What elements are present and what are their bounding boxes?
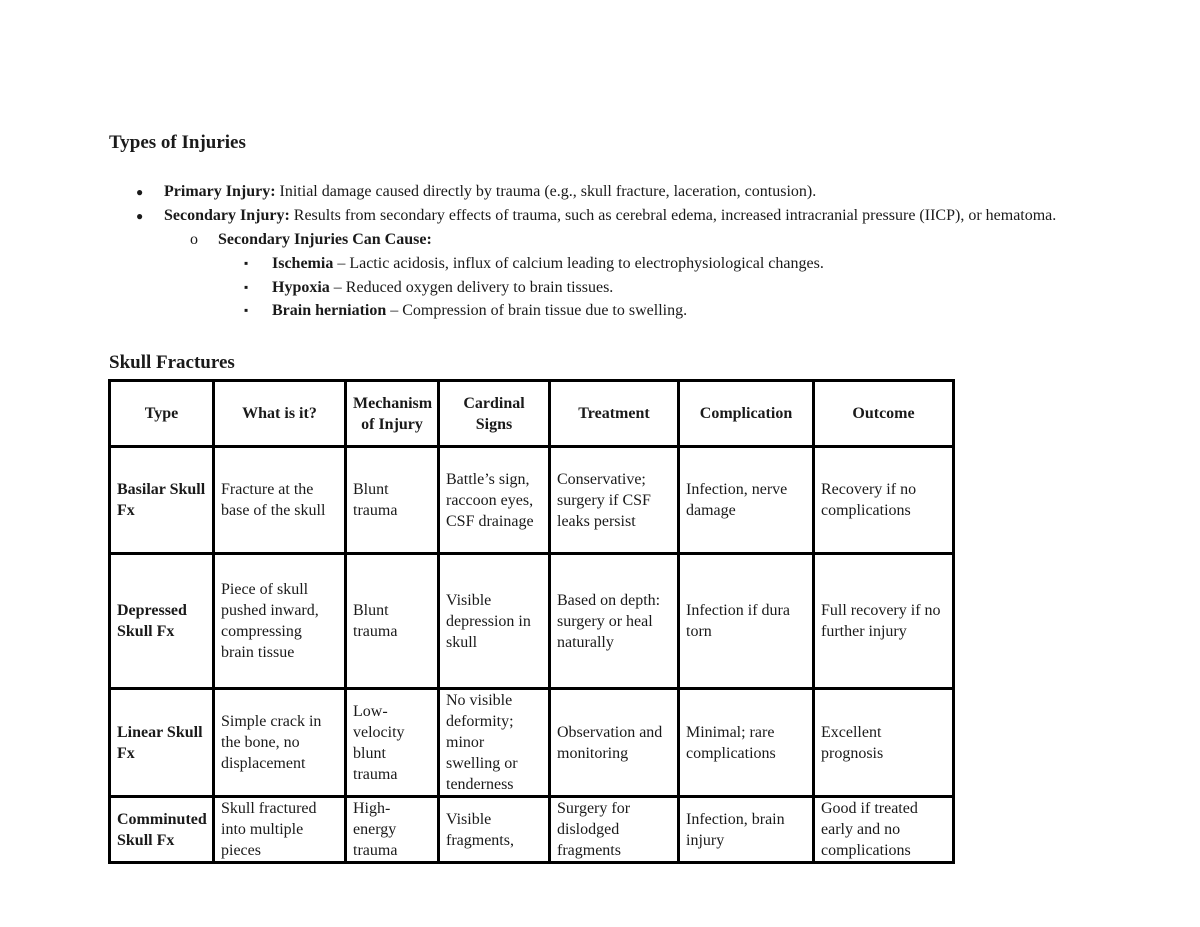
column-header: Mechanism of Injury bbox=[346, 381, 439, 447]
table-cell: Low-velocity blunt trauma bbox=[346, 689, 439, 797]
table-row bbox=[110, 689, 954, 797]
table-cell: Observation and monitoring bbox=[550, 689, 679, 797]
square-bullet-icon: ▪ bbox=[244, 279, 249, 294]
list-item-hypoxia bbox=[0, 276, 1120, 300]
section-heading-types-of-injuries: Types of Injuries bbox=[109, 132, 246, 153]
item-label: Ischemia bbox=[272, 255, 334, 272]
table-cell: Comminuted Skull Fx bbox=[110, 797, 214, 863]
list-item-secondary-causes bbox=[0, 228, 1120, 252]
table-cell: Blunt trauma bbox=[346, 554, 439, 689]
square-bullet-icon: ▪ bbox=[244, 303, 249, 317]
table-cell: Infection if dura torn bbox=[679, 554, 814, 689]
column-header: Outcome bbox=[814, 381, 954, 447]
table-cell: Full recovery if no further injury bbox=[814, 554, 954, 689]
table-cell: Infection, brain injury bbox=[679, 797, 814, 863]
table-cell: High-energy trauma bbox=[346, 797, 439, 863]
table-cell: Visible fragments, bbox=[439, 797, 550, 863]
list-item-ischemia bbox=[0, 252, 1120, 276]
table-row bbox=[110, 797, 954, 863]
circle-bullet-icon: o bbox=[190, 231, 198, 248]
item-text: – Compression of brain tissue due to swelling. bbox=[386, 302, 688, 319]
table-cell: Surgery for dislodged fragments bbox=[550, 797, 679, 863]
item-text: Results from secondary effects of trauma, such as cerebral edema, increased intracranial pressure (IICP), or hematoma. bbox=[289, 207, 1057, 224]
list-item-primary-injury bbox=[0, 180, 1120, 204]
table-row bbox=[110, 554, 954, 689]
table-cell: Visible depression in skull bbox=[439, 554, 550, 689]
column-header: Type bbox=[110, 381, 214, 447]
item-text: – Reduced oxygen delivery to brain tissues. bbox=[329, 278, 614, 296]
item-label: Hypoxia bbox=[272, 278, 330, 296]
table-cell: No visible deformity; minor swelling or tenderness bbox=[439, 689, 550, 797]
table-cell: Good if treated early and no complications bbox=[814, 797, 954, 863]
table-header-row bbox=[110, 381, 954, 447]
section-heading-skull-fractures: Skull Fractures bbox=[109, 352, 235, 373]
bullet-icon: ● bbox=[136, 209, 144, 223]
table-cell: Fracture at the base of the skull bbox=[214, 447, 346, 554]
column-header: Cardinal Signs bbox=[439, 381, 550, 447]
table-cell: Minimal; rare complications bbox=[679, 689, 814, 797]
item-label: Secondary Injury: bbox=[164, 207, 290, 224]
table-cell: Basilar Skull Fx bbox=[110, 447, 214, 554]
column-header: Treatment bbox=[550, 381, 679, 447]
table-cell: Linear Skull Fx bbox=[110, 689, 214, 797]
item-text: Initial damage caused directly by trauma (e.g., skull fracture, laceration, contusion). bbox=[275, 183, 817, 200]
table-cell: Simple crack in the bone, no displacement bbox=[214, 689, 346, 797]
bullet-icon: ● bbox=[136, 185, 144, 199]
item-text: – Lactic acidosis, influx of calcium leading to electrophysiological changes. bbox=[333, 255, 824, 272]
sub-heading: Secondary Injuries Can Cause: bbox=[218, 231, 432, 248]
table-cell: Based on depth: surgery or heal naturally bbox=[550, 554, 679, 689]
table-cell: Blunt trauma bbox=[346, 447, 439, 554]
square-bullet-icon: ▪ bbox=[244, 256, 249, 270]
column-header: Complication bbox=[679, 381, 814, 447]
table-row bbox=[110, 447, 954, 554]
table-cell: Depressed Skull Fx bbox=[110, 554, 214, 689]
table-cell: Piece of skull pushed inward, compressing brain tissue bbox=[214, 554, 346, 689]
table-cell: Conservative; surgery if CSF leaks persist bbox=[550, 447, 679, 554]
item-label: Brain herniation bbox=[272, 302, 387, 319]
skull-fractures-table bbox=[108, 379, 955, 864]
table-cell: Recovery if no complications bbox=[814, 447, 954, 554]
column-header: What is it? bbox=[214, 381, 346, 447]
item-label: Primary Injury: bbox=[164, 183, 276, 200]
list-item-secondary-injury bbox=[0, 204, 1120, 228]
injury-list bbox=[0, 180, 1120, 323]
table-cell: Infection, nerve damage bbox=[679, 447, 814, 554]
table-cell: Battle’s sign, raccoon eyes, CSF drainage bbox=[439, 447, 550, 554]
table-cell: Excellent prognosis bbox=[814, 689, 954, 797]
list-item-brain-herniation bbox=[0, 299, 1120, 323]
table-cell: Skull fractured into multiple pieces bbox=[214, 797, 346, 863]
